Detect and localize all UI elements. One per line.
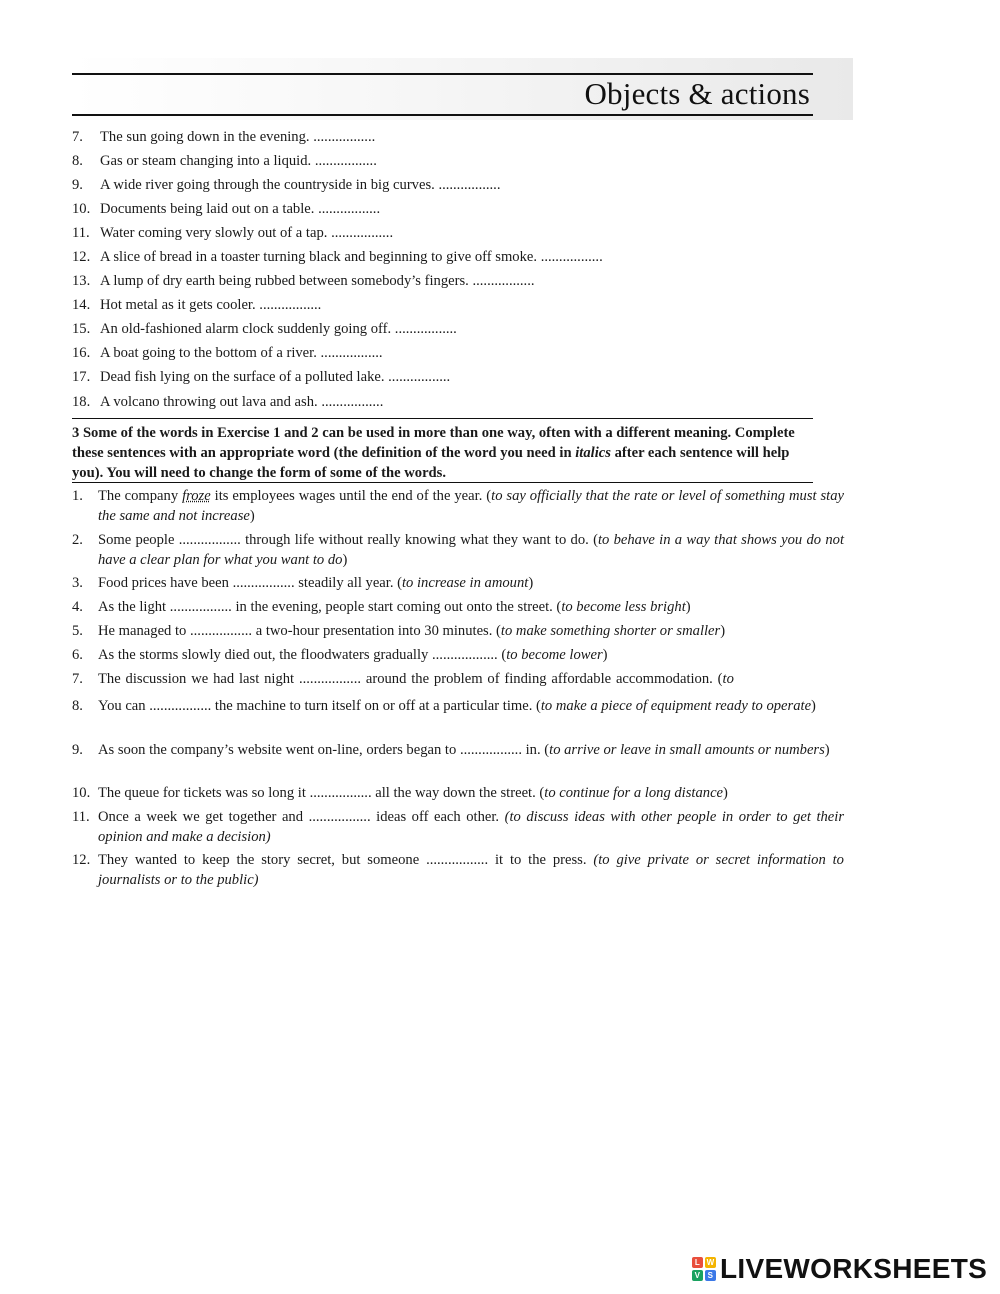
exercise-3-item: 8. You can ................. the machine to turn itself on or off at a particular time. (to make a piece of equipment ready to operate) [72, 698, 816, 714]
page-title: Objects & actions [584, 76, 810, 111]
logo-tile: V [692, 1270, 703, 1281]
answer-blank[interactable]: ................. [540, 249, 603, 265]
answer-blank[interactable]: ................. [320, 345, 383, 361]
exercise-3-item: 7. The discussion we had last night ................. around the problem of finding affordable accommodation. (to [72, 671, 734, 687]
answer-blank[interactable]: ................. [232, 575, 295, 591]
exercise-3-item: 5. He managed to ................. a two-hour presentation into 30 minutes. (to make something shorter or smaller) [72, 623, 726, 639]
answer-blank[interactable]: ................. [149, 698, 212, 714]
list-item: 12. A slice of bread in a toaster turning black and beginning to give off smoke. ................. [72, 249, 603, 265]
logo-tile: S [705, 1270, 716, 1281]
exercise-3-item: 10. The queue for tickets was so long it ................. all the way down the street. (to continue for a long distance) [72, 785, 728, 801]
list-item: 10. Documents being laid out on a table. ................. [72, 201, 381, 217]
list-item: 15. An old-fashioned alarm clock suddenly going off. ................. [72, 321, 457, 337]
answer-blank[interactable]: ................. [472, 273, 535, 289]
list-item: 17. Dead fish lying on the surface of a polluted lake. ................. [72, 369, 451, 385]
list-item: 18. A volcano throwing out lava and ash. ................. [72, 394, 384, 410]
exercise-3-item: 3. Food prices have been ................. steadily all year. (to increase in amount) [72, 575, 534, 591]
logo-mark-icon [692, 1257, 716, 1281]
answer-blank[interactable]: ................. [308, 809, 371, 825]
answer-blank[interactable]: ................. [314, 153, 377, 169]
liveworksheets-logo [692, 1254, 987, 1284]
logo-tile: L [692, 1257, 703, 1268]
exercise-3-item: 1. The company froze its employees wages until the end of the year. (to say officially that the rate or level of something must stay the same and not increase) [72, 488, 845, 524]
answer-blank[interactable]: ................. [318, 201, 381, 217]
logo-tile: W [706, 1258, 715, 1267]
list-item: 13. A lump of dry earth being rubbed between somebody’s fingers. ................. [72, 273, 535, 289]
answer-blank[interactable]: ................. [394, 321, 457, 337]
answer-blank[interactable]: ................. [190, 623, 253, 639]
exercise-3-item: 2. Some people ................. through life without really knowing what they want to do. (to behave in a way that shows you do not have a clear plan for what you want to do) [72, 532, 845, 568]
exercise-3-item: 4. As the light ................. in the evening, people start coming out onto the street. (to become less bright) [72, 599, 691, 615]
answer-blank[interactable]: .................. [432, 647, 498, 663]
exercise-3-item: 11. Once a week we get together and ................. ideas off each other. (to discuss ideas with other people in order to get their opinion and make a decision) [72, 809, 845, 845]
header-bottom-rule [72, 114, 813, 116]
filled-answer[interactable]: froze [182, 488, 211, 504]
list-item: 16. A boat going to the bottom of a river. ................. [72, 345, 383, 361]
list-item: 9. A wide river going through the countryside in big curves. ................. [72, 177, 501, 193]
exercise-3-item: 9. As soon the company’s website went on-line, orders began to ................. in. (to arrive or leave in small amounts or numbers) [72, 742, 830, 758]
list-item: 8. Gas or steam changing into a liquid. ................. [72, 153, 377, 169]
section-rule [72, 482, 813, 483]
logo-text: LIVEWORKSHEETS [720, 1253, 988, 1284]
answer-blank[interactable]: ................. [178, 532, 241, 548]
answer-blank[interactable]: ................. [298, 671, 361, 687]
exercise-3-item: 6. As the storms slowly died out, the floodwaters gradually .................. (to become lower) [72, 647, 608, 663]
list-item: 7. The sun going down in the evening. ................. [72, 129, 376, 145]
header-top-rule [72, 73, 813, 75]
answer-blank[interactable]: ................. [309, 785, 372, 801]
answer-blank[interactable]: ................. [321, 394, 384, 410]
answer-blank[interactable]: ................. [388, 369, 451, 385]
section-rule [72, 418, 813, 419]
answer-blank[interactable]: ................. [459, 742, 522, 758]
answer-blank[interactable]: ................. [331, 225, 394, 241]
answer-blank[interactable]: ................. [259, 297, 322, 313]
answer-blank[interactable]: ................. [426, 852, 489, 868]
answer-blank[interactable]: ................. [313, 129, 376, 145]
answer-blank[interactable]: ................. [438, 177, 501, 193]
answer-blank[interactable]: ................. [169, 599, 232, 615]
list-item: 14. Hot metal as it gets cooler. ................. [72, 297, 322, 313]
exercise-3-item: 12. They wanted to keep the story secret, but someone ................. it to the press. (to give private or secret information to journalists or to the public) [72, 852, 844, 888]
exercise-3-instructions: 3 Some of the words in Exercise 1 and 2 can be used in more than one way, often with a different meaning. Complete these sentences with an appropriate word (the definition of the word you need in italics after each sentence will help you). You will need to change the form of some of the words. [72, 425, 795, 481]
list-item: 11. Water coming very slowly out of a tap. ................. [72, 225, 394, 241]
